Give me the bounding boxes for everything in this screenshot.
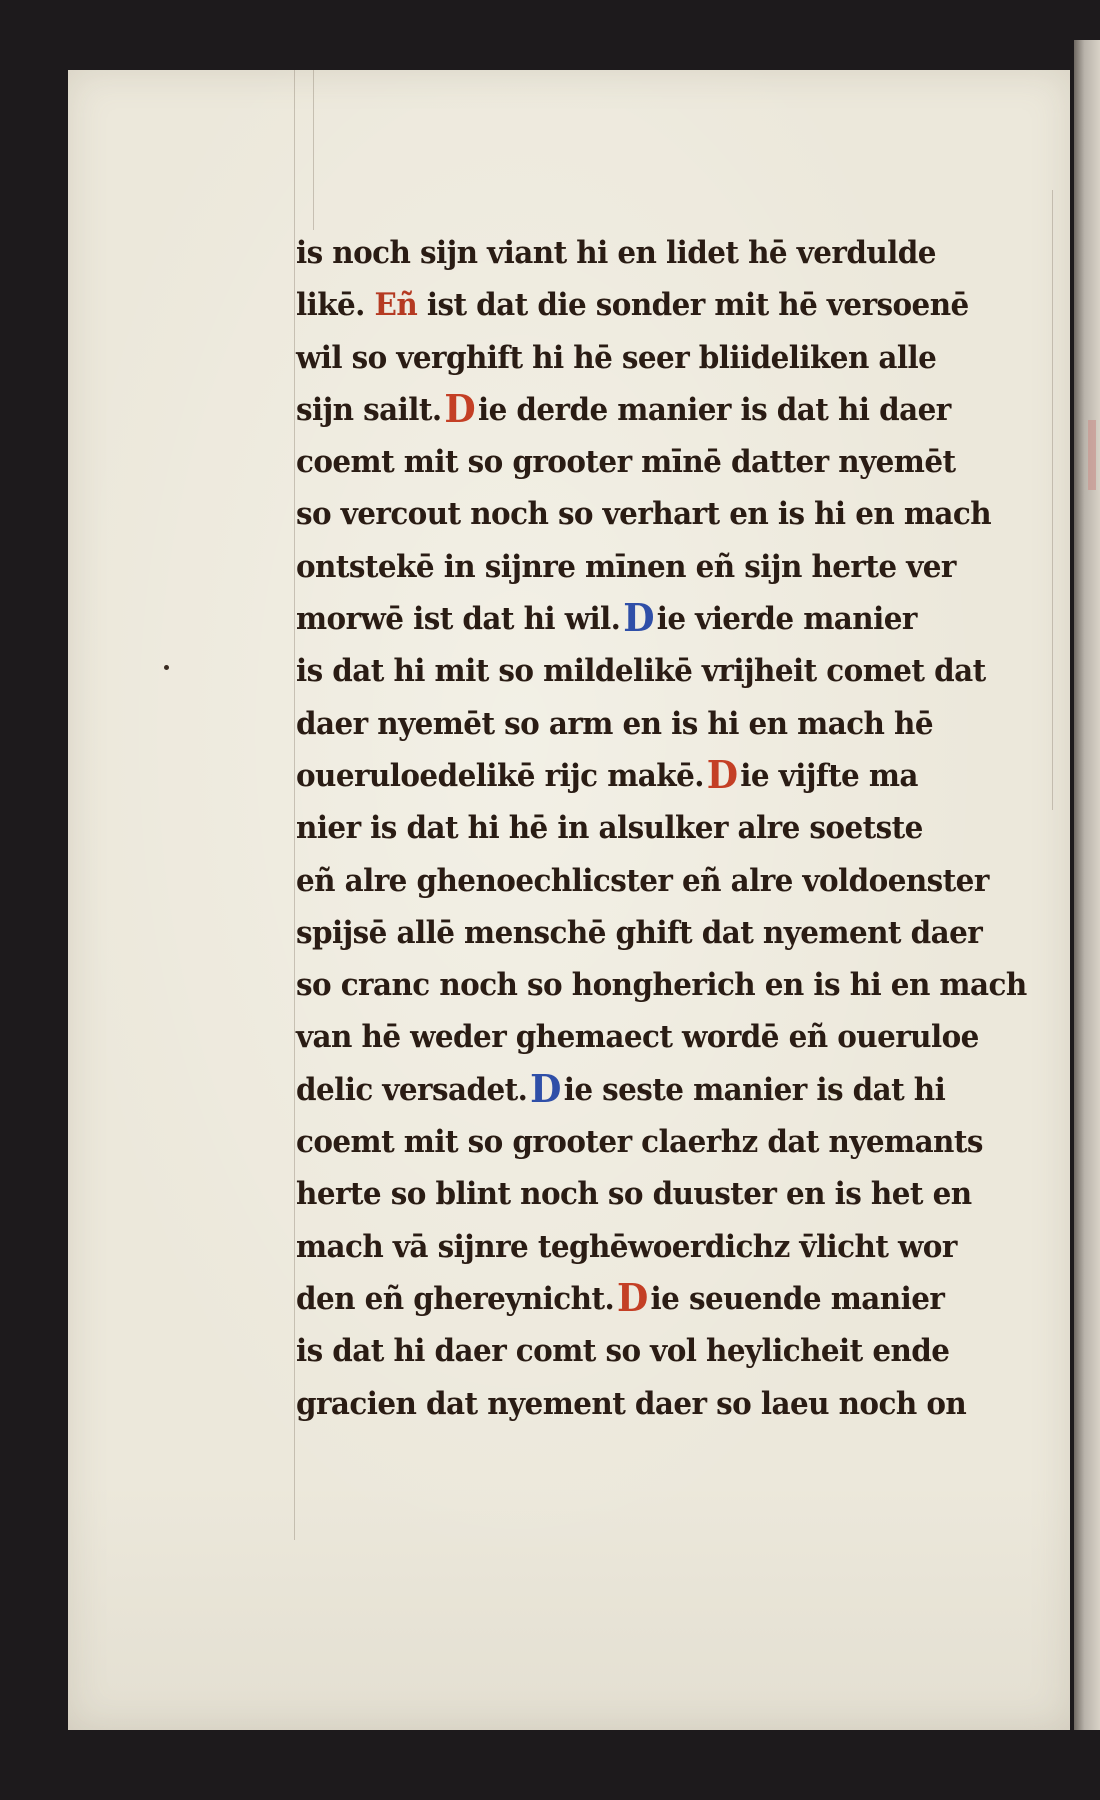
manuscript-line xyxy=(296,907,1036,959)
blue-initial: D xyxy=(623,595,654,641)
text-segment: so vercout noch so verhart en is hi en mach xyxy=(296,496,992,533)
text-segment: van hē weder ghemaect wordē eñ oueruloe xyxy=(296,1019,979,1056)
text-segment: is noch sijn viant hi en lidet hē verdulde xyxy=(296,235,936,271)
manuscript-line xyxy=(296,1221,1036,1273)
text-segment: delic versadet. xyxy=(296,1071,528,1108)
red-initial: D xyxy=(444,385,476,431)
text-segment: coemt mit so grooter mīnē datter nyemēt xyxy=(296,444,956,481)
text-segment: ie vierde manier xyxy=(656,601,917,638)
manuscript-line xyxy=(296,1116,1036,1168)
text-segment: sijn sailt. xyxy=(296,391,442,428)
facing-page-edge xyxy=(1074,40,1100,1730)
manuscript-line xyxy=(296,1011,1036,1063)
manuscript-line xyxy=(296,1325,1036,1377)
text-segment: ie seuende manier xyxy=(650,1280,945,1317)
red-initial: D xyxy=(616,1274,648,1320)
manuscript-leaf xyxy=(68,70,1070,1730)
text-segment: coemt mit so grooter claerhz dat nyemants xyxy=(296,1124,983,1161)
manuscript-line xyxy=(296,227,1036,279)
manuscript-line xyxy=(296,488,1036,540)
text-column xyxy=(296,227,1076,1430)
manuscript-line xyxy=(296,802,1036,854)
text-segment: morwē ist dat hi wil. xyxy=(296,601,621,638)
text-segment: ie vijfte ma xyxy=(740,757,918,794)
manuscript-line xyxy=(296,698,1036,750)
rubricated-word: Eñ xyxy=(374,287,418,324)
text-segment: eñ alre ghenoechlicster eñ alre voldoenster xyxy=(296,862,989,899)
ruling-line-left xyxy=(294,70,295,1540)
text-segment: ontstekē in sijnre mīnen eñ sijn herte ver xyxy=(296,548,956,585)
manuscript-line xyxy=(296,279,1036,331)
manuscript-line xyxy=(296,593,1036,645)
manuscript-line xyxy=(296,1168,1036,1220)
text-segment: gracien dat nyement daer so laeu noch on xyxy=(296,1385,967,1422)
text-segment: mach vā sijnre teghēwoerdichz v̄licht wor xyxy=(296,1228,957,1265)
text-segment: wil so verghift hi hē seer bliideliken alle xyxy=(296,339,937,376)
red-initial: D xyxy=(706,751,738,797)
text-segment: oueruloedelikē rijc makē. xyxy=(296,757,704,794)
text-segment: den eñ ghereynicht. xyxy=(296,1280,615,1317)
blue-initial: D xyxy=(530,1065,561,1111)
facing-page-rubric-trace xyxy=(1088,420,1096,490)
text-segment: ie seste manier is dat hi xyxy=(563,1071,946,1108)
text-segment: ist dat die sonder mit hē versoenē xyxy=(417,287,969,324)
manuscript-line xyxy=(296,959,1036,1011)
manuscript-line xyxy=(296,1273,1036,1325)
manuscript-line xyxy=(296,645,1036,697)
text-segment: is dat hi daer comt so vol heylicheit ende xyxy=(296,1333,950,1370)
ink-speck xyxy=(164,665,169,670)
text-segment: daer nyemēt so arm en is hi en mach hē xyxy=(296,705,934,742)
manuscript-line xyxy=(296,436,1036,488)
manuscript-line xyxy=(296,855,1036,907)
text-segment: is dat hi mit so mildelikē vrijheit comet dat xyxy=(296,653,986,690)
text-segment: likē. xyxy=(296,287,375,324)
text-segment: herte so blint noch so duuster en is het en xyxy=(296,1176,972,1213)
text-segment: nier is dat hi hē in alsulker alre soetste xyxy=(296,810,923,847)
text-segment: so cranc noch so hongherich en is hi en mach xyxy=(296,967,1027,1004)
manuscript-line xyxy=(296,384,1036,436)
manuscript-line xyxy=(296,332,1036,384)
manuscript-line xyxy=(296,1378,1036,1430)
text-segment: spijsē allē menschē ghift dat nyement daer xyxy=(296,914,983,951)
manuscript-line xyxy=(296,750,1036,802)
manuscript-line xyxy=(296,1064,1036,1116)
ruling-line-upper xyxy=(313,70,314,230)
manuscript-line xyxy=(296,541,1036,593)
text-segment: ie derde manier is dat hi daer xyxy=(477,391,951,428)
